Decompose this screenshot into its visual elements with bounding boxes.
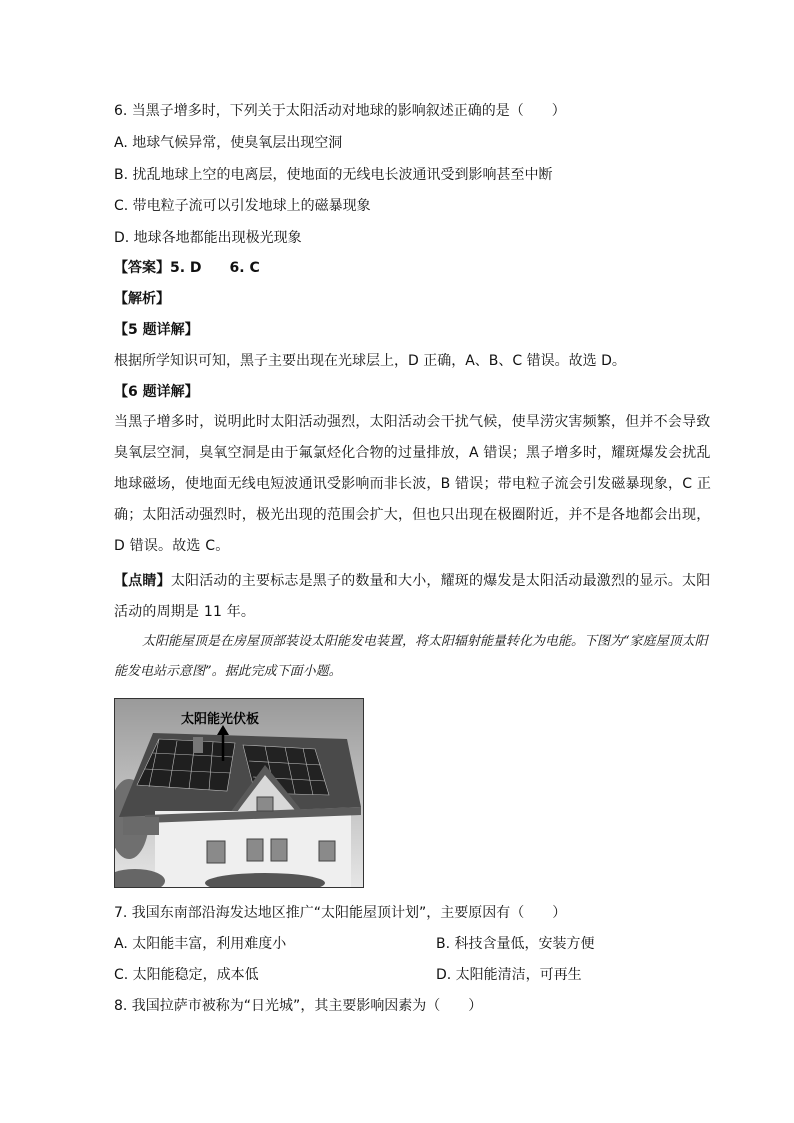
q5-detail-text: 根据所学知识可知，黑子主要出现在光球层上，D 正确，A、B、C 错误。故选 D。 bbox=[114, 353, 626, 369]
house-illustration bbox=[115, 699, 363, 887]
q7-stem: 7. 我国东南部沿海发达地区推广“太阳能屋顶计划”，主要原因有（ ） bbox=[114, 905, 567, 921]
q5-detail-label: 【5 题详解】 bbox=[114, 322, 199, 338]
q7-option-d: D. 太阳能清洁，可再生 bbox=[436, 967, 582, 983]
tip-block bbox=[114, 566, 714, 628]
q6-option-c: C. 带电粒子流可以引发地球上的磁暴现象 bbox=[114, 198, 371, 214]
q8-stem: 8. 我国拉萨市被称为“日光城”，其主要影响因素为（ ） bbox=[114, 998, 483, 1014]
q7-option-c: C. 太阳能稳定，成本低 bbox=[114, 967, 259, 983]
q7-option-a: A. 太阳能丰富，利用难度小 bbox=[114, 936, 287, 952]
solar-house-figure bbox=[114, 698, 364, 888]
q6-detail-label: 【6 题详解】 bbox=[114, 384, 199, 400]
q6-option-a: A. 地球气候异常，使臭氧层出现空洞 bbox=[114, 135, 343, 151]
q6-stem: 6. 当黑子增多时，下列关于太阳活动对地球的影响叙述正确的是（ ） bbox=[114, 103, 566, 119]
tip-text: 太阳活动的主要标志是黑子的数量和大小，耀斑的爆发是太阳活动最激烈的显示。太阳活动的周期是 11 年。 bbox=[114, 573, 711, 620]
answer-label: 【答案】 bbox=[114, 260, 170, 276]
intro-text: 太阳能屋顶是在房屋顶部装设太阳能发电装置，将太阳辐射能量转化为电能。下图为“家庭屋顶太阳能发电站示意图”。据此完成下面小题。 bbox=[114, 634, 708, 679]
q6-option-b: B. 扰乱地球上空的电离层，使地面的无线电长波通讯受到影响甚至中断 bbox=[114, 167, 553, 183]
q7-option-b: B. 科技含量低，安装方便 bbox=[436, 936, 595, 952]
answer-value: 5. D 6. C bbox=[170, 260, 260, 276]
q6-option-d: D. 地球各地都能出现极光现象 bbox=[114, 230, 302, 246]
q6-detail-text: 当黑子增多时，说明此时太阳活动强烈，太阳活动会干扰气候，使旱涝灾害频繁，但并不会导致臭氧层空洞，臭氧空洞是由于氟氯烃化合物的过量排放，A 错误；黑子增多时，耀斑爆发会扰乱地球磁场，使地面无线电短波通讯受影响而非长波，B 错误；带电粒子流会引发磁暴现象，C 正确；太阳活动强烈时，极光出现的范围会扩大，但也只出现在极圈附近，并不是各地都会出现，D 错误。故选 C。 bbox=[114, 414, 712, 554]
figure-label: 太阳能光伏板 bbox=[181, 712, 260, 727]
analysis-label: 【解析】 bbox=[114, 291, 170, 307]
tip-label: 【点睛】 bbox=[114, 573, 171, 589]
answer-line bbox=[114, 258, 260, 278]
